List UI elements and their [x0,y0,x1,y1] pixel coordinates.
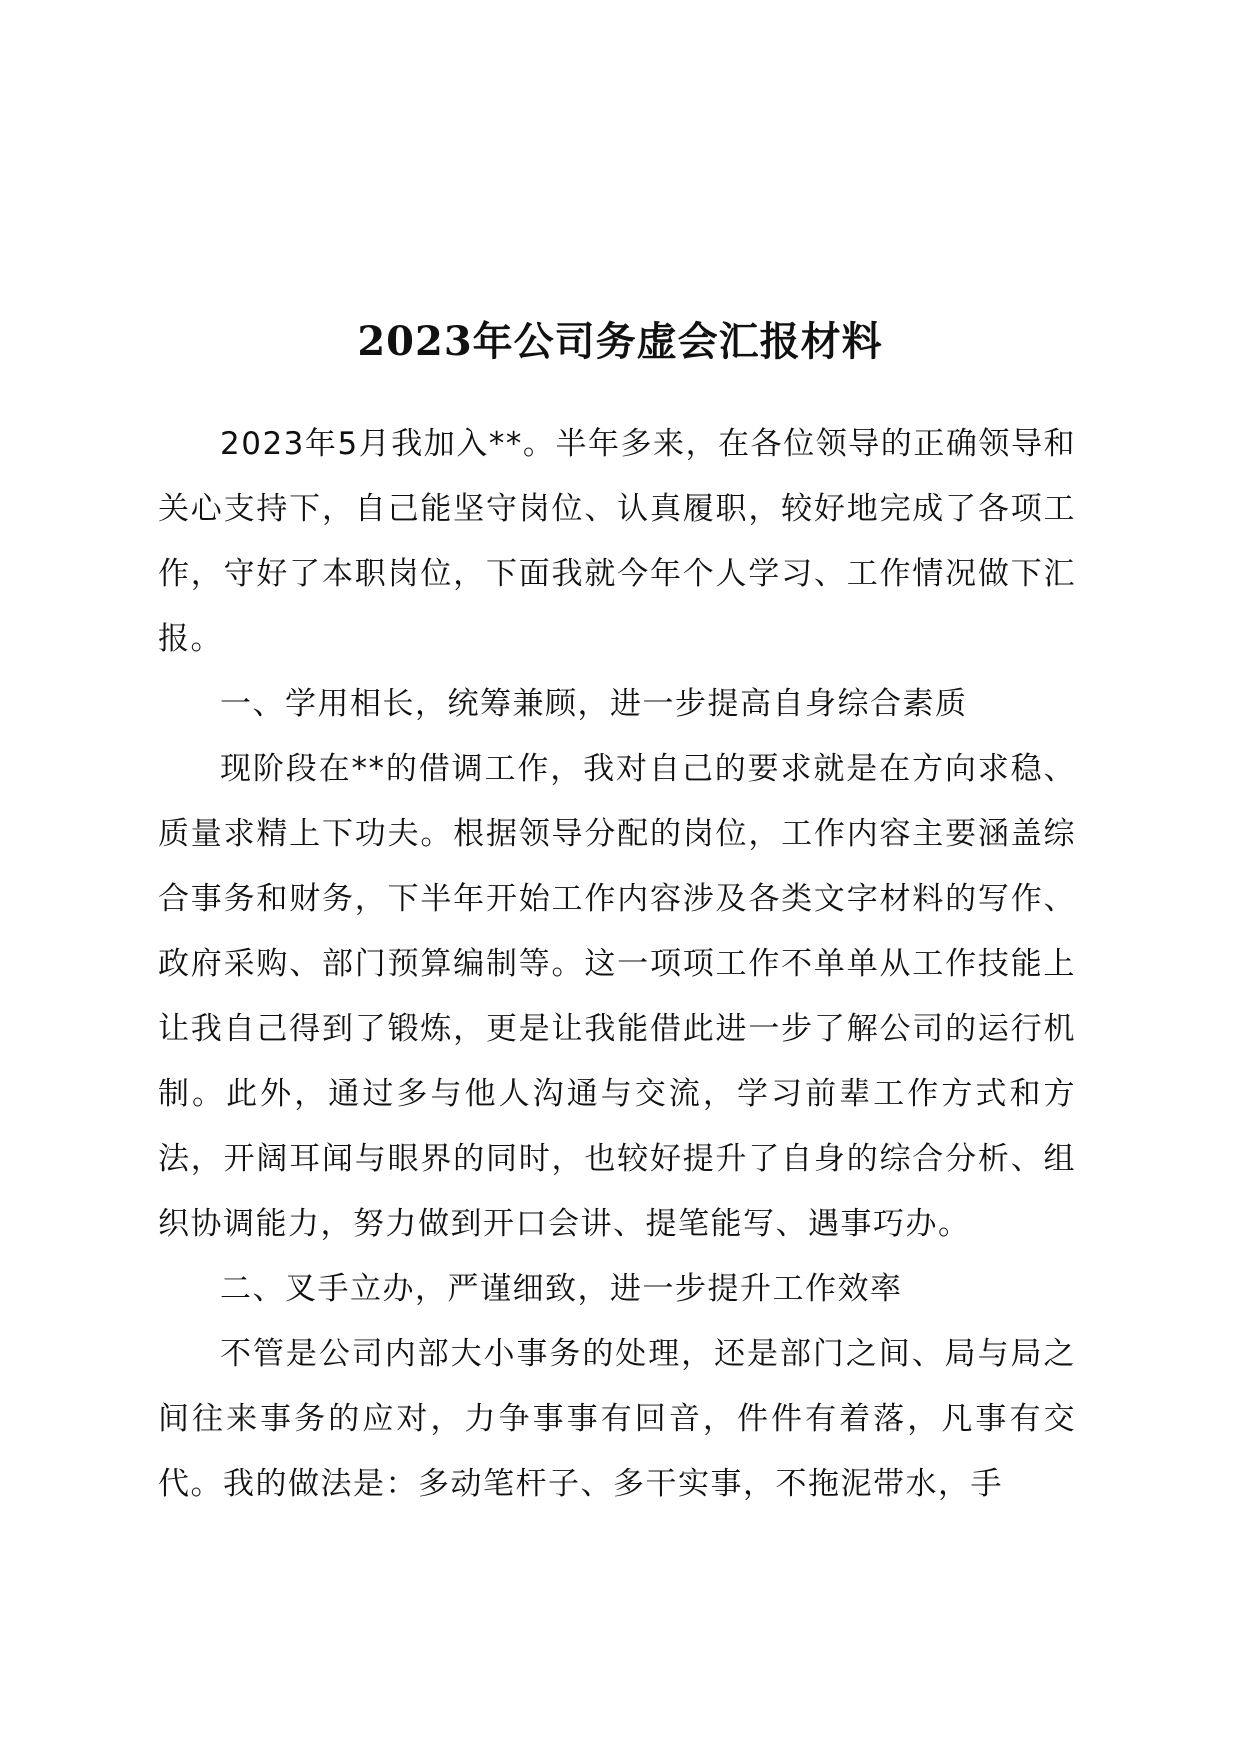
section-heading-1: 一、学用相长，统筹兼顾，进一步提高自身综合素质 [220,686,968,722]
document-body [158,412,1076,1517]
section-2-paragraph: 不管是公司内部大小事务的处理，还是部门之间、局与局之间往来事务的应对，力争事事有回音，件件有着落，凡事有交代。我的做法是：多动笔杆子、多干实事，不拖泥带水，手 [158,1336,1076,1502]
section-heading-2: 二、叉手立办，严谨细致，进一步提升工作效率 [220,1271,903,1307]
section-1-paragraph: 现阶段在**的借调工作，我对自己的要求就是在方向求稳、质量求精上下功夫。根据领导分配的岗位，工作内容主要涵盖综合事务和财务，下半年开始工作内容涉及各类文字材料的写作、政府采购、部门预算编制等。这一项项工作不单单从工作技能上让我自己得到了锻炼，更是让我能借此进一步了解公司的运行机制。此外，通过多与他人沟通与交流，学习前辈工作方式和方法，开阔耳闻与眼界的同时，也较好提升了自身的综合分析、组织协调能力，努力做到开口会讲、提笔能写、遇事巧办。 [158,751,1076,1242]
document-title: 2023年公司务虚会汇报材料 [357,318,883,365]
intro-paragraph: 2023年5月我加入**。半年多来，在各位领导的正确领导和关心支持下，自己能坚守岗位、认真履职，较好地完成了各项工作，守好了本职岗位，下面我就今年个人学习、工作情况做下汇报。 [158,426,1076,657]
